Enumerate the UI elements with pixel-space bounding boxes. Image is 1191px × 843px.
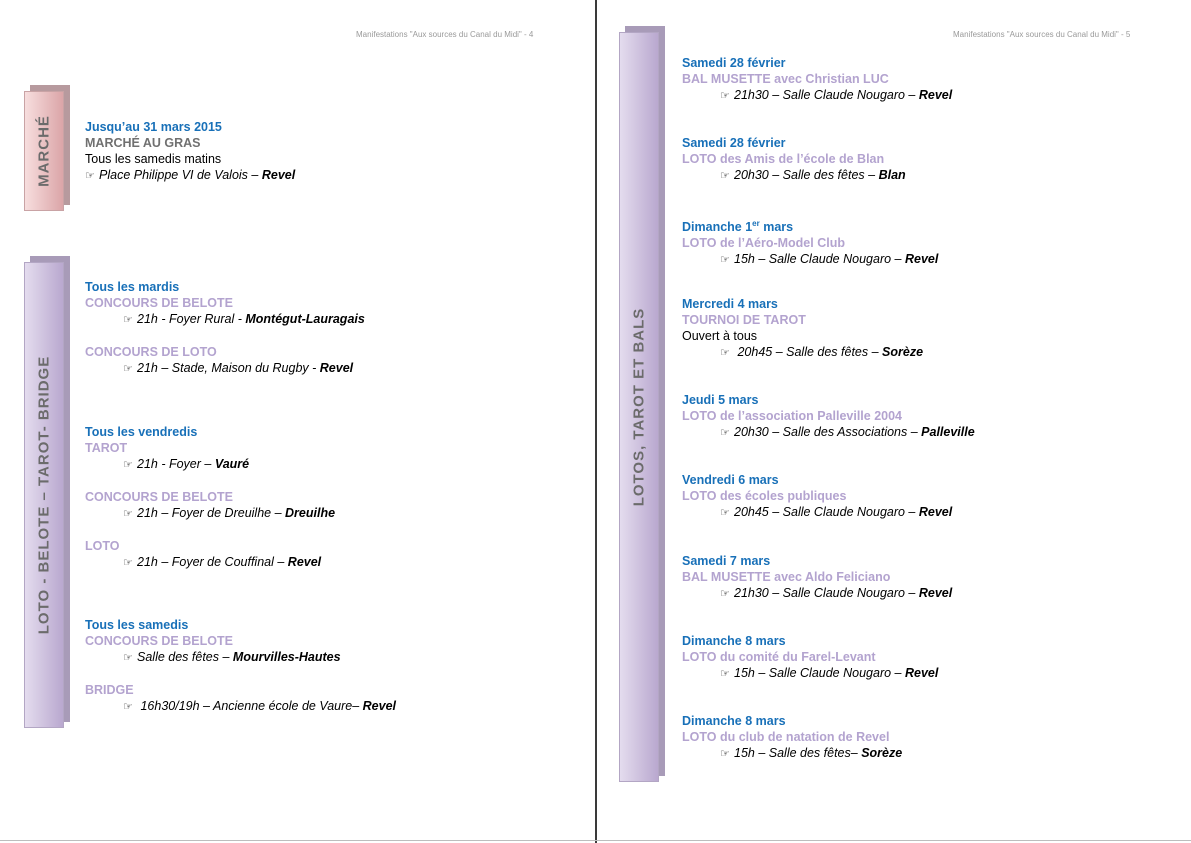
event-location: ☞ 20h45 – Salle des fêtes – Sorèze [720,345,924,359]
event-title: LOTO [85,539,120,553]
event-location: ☞ 20h30 – Salle des fêtes – Blan [720,168,906,182]
tab-marche-label: MARCHÉ [35,115,53,187]
event-location: ☞ 20h45 – Salle Claude Nougaro – Revel [720,505,953,519]
event-location: ☞ 21h30 – Salle Claude Nougaro – Revel [720,586,953,600]
page-header-left: Manifestations "Aux sources du Canal du Midi" - 4 [356,30,534,39]
event-block [682,135,906,184]
event-location: ☞ Salle des fêtes – Mourvilles-Hautes [123,650,341,664]
event-title: MARCHÉ AU GRAS [85,136,201,150]
event-title: CONCOURS DE LOTO [85,345,217,359]
event-location: ☞ 21h30 – Salle Claude Nougaro – Revel [720,88,953,102]
event-date: Jeudi 5 mars [682,393,759,407]
event-mardis [85,279,365,377]
event-title: CONCOURS DE BELOTE [85,634,233,648]
event-title: TOURNOI DE TAROT [682,313,806,327]
event-block [682,216,938,268]
event-title: CONCOURS DE BELOTE [85,490,233,504]
event-location: ☞ 21h – Stade, Maison du Rugby - Revel [123,361,354,375]
hand-pointer-icon: ☞ [720,507,730,519]
event-date: Dimanche 8 mars [682,634,786,648]
hand-pointer-icon: ☞ [123,363,133,375]
hand-pointer-icon: ☞ [720,254,730,267]
event-note: Ouvert à tous [682,329,758,343]
event-date: Jusqu’au 31 mars 2015 [85,120,222,134]
tab-marche [24,91,64,211]
tab-loto-belote-label: LOTO - BELOTE – TAROT- BRIDGE [35,355,53,635]
event-date: Samedi 28 février [682,56,786,70]
event-location: ☞ 15h – Salle Claude Nougaro – Revel [720,666,939,680]
event-title: LOTO de l’Aéro-Model Club [682,236,845,251]
tab-loto-belote [24,262,64,728]
event-date: Mercredi 4 mars [682,297,778,311]
event-block [682,633,938,682]
hand-pointer-icon: ☞ [720,668,730,680]
event-samedis [85,617,396,715]
hand-pointer-icon: ☞ [123,459,133,471]
event-block [682,55,952,104]
tab-lotos-tarot-bals [619,32,659,782]
hand-pointer-icon: ☞ [123,557,133,569]
event-location: ☞ 21h – Foyer de Couffinal – Revel [123,555,322,569]
event-location: ☞ Place Philippe VI de Valois – Revel [85,168,296,182]
event-title: CONCOURS DE BELOTE [85,296,233,310]
event-title: LOTO des Amis de l’école de Blan [682,152,885,166]
event-location: ☞ 21h – Foyer de Dreuilhe – Dreuilhe [123,506,336,520]
hand-pointer-icon: ☞ [123,508,133,520]
event-title: LOTO du club de natation de Revel [682,730,890,744]
event-date: Tous les vendredis [85,425,198,439]
event-title: BAL MUSETTE avec Christian LUC [682,72,889,86]
event-date: Tous les samedis [85,618,189,632]
event-block [682,296,923,361]
event-location: ☞ 21h - Foyer Rural - Montégut-Lauragais [123,312,365,326]
hand-pointer-icon: ☞ [720,90,730,102]
right-page [597,0,1191,843]
event-vendredis [85,424,335,571]
event-title: BAL MUSETTE avec Aldo Feliciano [682,570,891,584]
event-date: Dimanche 1er mars [682,219,794,235]
page-header-right: Manifestations "Aux sources du Canal du Midi" - 5 [953,30,1131,39]
hand-pointer-icon: ☞ [720,588,730,600]
event-title: LOTO des écoles publiques [682,489,847,503]
event-block [682,472,952,521]
event-date: Vendredi 6 mars [682,473,779,487]
event-date: Dimanche 8 mars [682,714,786,728]
hand-pointer-icon: ☞ [720,170,730,182]
event-location: ☞ 15h – Salle Claude Nougaro – Revel [720,252,939,267]
event-block [682,392,975,441]
event-block [682,713,902,762]
event-location: ☞ 15h – Salle des fêtes– Sorèze [720,746,903,760]
hand-pointer-icon: ☞ [720,748,730,760]
event-location: ☞ 20h30 – Salle des Associations – Palleville [720,425,975,439]
hand-pointer-icon: ☞ [85,170,95,182]
hand-pointer-icon: ☞ [720,427,730,439]
event-location: ☞ 16h30/19h – Ancienne école de Vaure– Revel [123,699,397,713]
event-date: Samedi 7 mars [682,554,771,568]
event-marche [85,119,295,184]
event-block [682,553,952,602]
event-date: Samedi 28 février [682,136,786,150]
event-title: LOTO du comité du Farel-Levant [682,650,876,664]
hand-pointer-icon: ☞ [123,314,133,326]
event-location: ☞ 21h - Foyer – Vauré [123,457,250,471]
event-title: BRIDGE [85,683,134,697]
hand-pointer-icon: ☞ [123,701,133,713]
tab-lotos-tarot-bals-label: LOTOS, TAROT ET BALS [630,307,648,507]
event-note: Tous les samedis matins [85,152,222,166]
hand-pointer-icon: ☞ [720,347,730,359]
hand-pointer-icon: ☞ [123,652,133,664]
event-title: LOTO de l’association Palleville 2004 [682,409,903,423]
event-date: Tous les mardis [85,280,180,294]
event-title: TAROT [85,441,128,455]
